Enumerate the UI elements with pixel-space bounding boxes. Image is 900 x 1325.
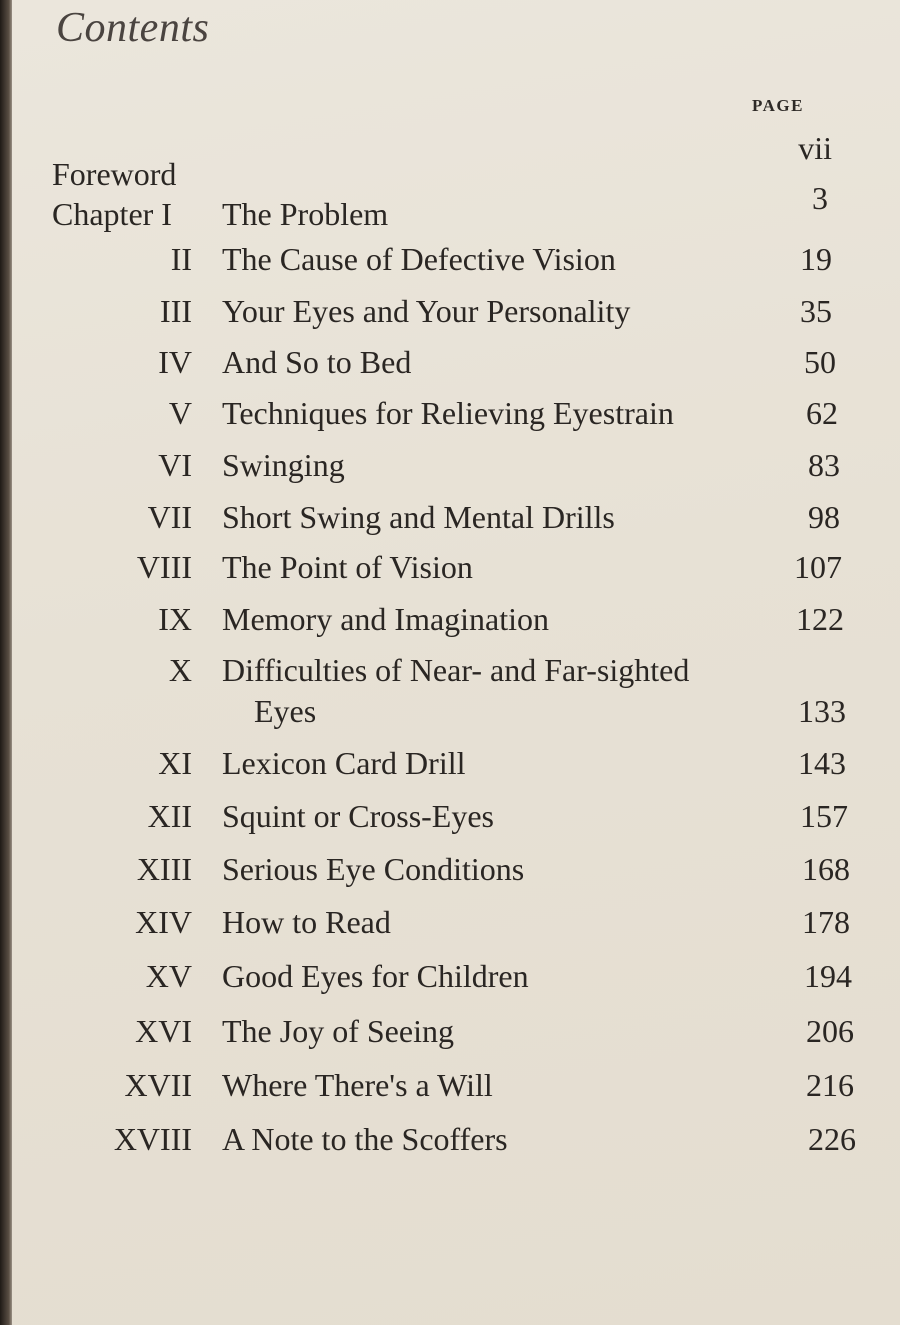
toc-chapter-numeral: VI — [158, 447, 192, 483]
toc-chapter-title: Where There's a Will — [222, 1067, 493, 1103]
toc-chapter-title: Good Eyes for Children — [222, 958, 529, 994]
toc-chapter-numeral: XI — [158, 745, 192, 781]
toc-chapter-numeral: IX — [158, 601, 192, 637]
toc-row — [12, 792, 900, 840]
toc-chapter-title: Squint or Cross-Eyes — [222, 798, 494, 834]
toc-page-number: 62 — [806, 395, 838, 431]
toc-page-number: 157 — [800, 798, 848, 834]
toc-chapter-numeral: VII — [147, 499, 192, 535]
toc-row — [12, 952, 900, 1000]
toc-chapter-numeral: XVIII — [113, 1121, 192, 1157]
toc-chapter-numeral: XII — [147, 798, 192, 834]
toc-chapter-numeral: IV — [158, 344, 192, 380]
toc-chapter-numeral: XIV — [135, 904, 192, 940]
toc-page-number: vii — [798, 130, 832, 166]
toc-page-number: 206 — [806, 1013, 854, 1049]
toc-page-number: 178 — [802, 904, 850, 940]
toc-row — [12, 441, 900, 489]
toc-row — [12, 1115, 900, 1163]
toc-row — [12, 543, 900, 591]
toc-row-page — [12, 174, 900, 222]
page-title: Contents — [56, 5, 210, 51]
toc-chapter-title: The Cause of Defective Vision — [222, 241, 616, 277]
toc-row — [12, 595, 900, 643]
toc-page-number: 216 — [806, 1067, 854, 1103]
toc-row — [12, 845, 900, 893]
toc-page-number: 226 — [808, 1121, 856, 1157]
toc-chapter-numeral: III — [160, 293, 192, 329]
toc-chapter-title: The Joy of Seeing — [222, 1013, 454, 1049]
toc-page-number: 107 — [794, 549, 842, 585]
toc-page-number: 3 — [812, 180, 828, 216]
toc-chapter-title: The Problem — [222, 196, 389, 232]
toc-page-number: 35 — [800, 293, 832, 329]
toc-chapter-title: Short Swing and Mental Drills — [222, 499, 615, 535]
toc-chapter-title: Memory and Imagination — [222, 601, 550, 637]
toc-chapter-title: The Point of Vision — [222, 549, 473, 585]
toc-row — [12, 235, 900, 283]
toc-chapter-title: And So to Bed — [222, 344, 412, 380]
toc-row — [12, 287, 900, 335]
toc-chapter-title: Difficulties of Near- and Far-sighted — [222, 652, 690, 688]
toc-row — [12, 493, 900, 541]
toc-chapter-title: Lexicon Card Drill — [222, 745, 466, 781]
toc-page-number: 143 — [798, 745, 846, 781]
toc-page-number: 122 — [796, 601, 844, 637]
toc-chapter-title: Your Eyes and Your Personality — [222, 293, 631, 329]
toc-chapter-numeral: VIII — [136, 549, 192, 585]
toc-row — [12, 739, 900, 787]
toc-page-number: 98 — [808, 499, 840, 535]
toc-chapter-title: How to Read — [222, 904, 391, 940]
toc-row — [12, 898, 900, 946]
toc-chapter-numeral: II — [170, 241, 192, 277]
toc-chapter-numeral: XIII — [136, 851, 192, 887]
toc-chapter-numeral: Chapter I — [52, 196, 172, 232]
toc-chapter-title-continued: Eyes — [254, 693, 317, 729]
toc-chapter-numeral: X — [168, 652, 192, 688]
toc-chapter-title: Swinging — [222, 447, 345, 483]
toc-page-number: 50 — [804, 344, 836, 380]
toc-page-number: 133 — [798, 693, 846, 729]
toc-row — [12, 1007, 900, 1055]
toc-page-number: 83 — [808, 447, 840, 483]
toc-row-continuation — [12, 687, 900, 735]
contents-page — [12, 0, 900, 1325]
toc-chapter-numeral: XVI — [135, 1013, 192, 1049]
toc-row — [12, 338, 900, 386]
toc-page-number: 194 — [804, 958, 852, 994]
toc-chapter-title: A Note to the Scoffers — [222, 1121, 508, 1157]
toc-chapter-title: Serious Eye Conditions — [222, 851, 525, 887]
toc-chapter-numeral: XVII — [124, 1067, 192, 1103]
toc-chapter-numeral: XV — [145, 958, 192, 994]
toc-row — [12, 1061, 900, 1109]
toc-chapter-title: Techniques for Relieving Eyestrain — [222, 395, 674, 431]
toc-page-number: 19 — [800, 241, 832, 277]
page-column-heading: PAGE — [752, 96, 804, 115]
toc-row — [12, 389, 900, 437]
toc-chapter-numeral: V — [168, 395, 192, 431]
toc-page-number: 168 — [802, 851, 850, 887]
toc-foreword-label: Foreword — [52, 156, 177, 192]
toc-row-foreword-page — [12, 124, 900, 172]
